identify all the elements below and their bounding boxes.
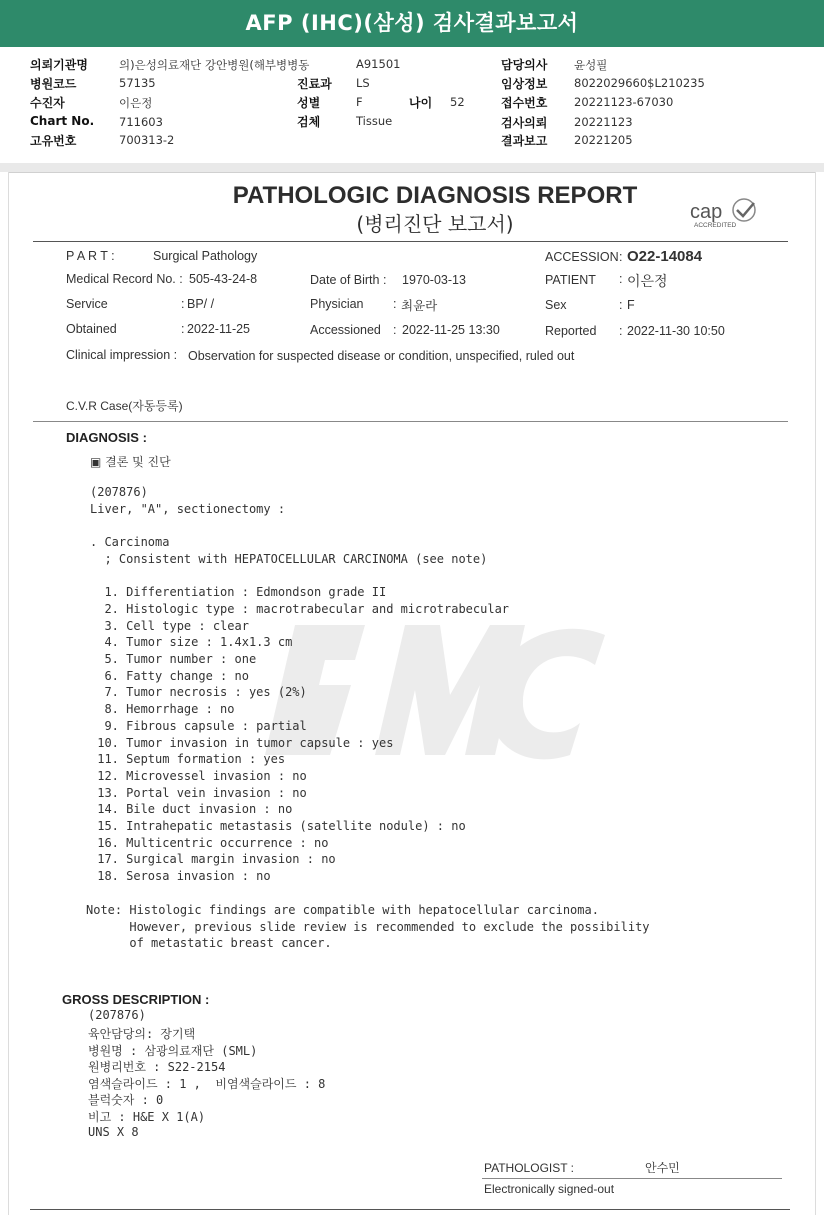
diagnosis-item: 14. Bile duct invasion : no <box>90 802 293 816</box>
section-divider <box>0 163 824 172</box>
receipt-value: 20221123-67030 <box>574 95 674 109</box>
patient-value: 이은정 <box>627 273 668 289</box>
cap-logo-text: cap <box>690 201 723 223</box>
diagnosis-item: 2. Histologic type : macrotrabecular and microtrabecular <box>90 602 510 616</box>
doctor-label: 담당의사 <box>501 58 548 72</box>
diagnosis-item: 13. Portal vein invasion : no <box>90 786 307 800</box>
dob-value: 1970-03-13 <box>402 273 466 287</box>
frame-left-line <box>8 172 9 1215</box>
chart-value: 711603 <box>119 115 163 129</box>
gross-line: (207876) <box>88 1008 146 1022</box>
frame-right-line <box>815 172 816 1215</box>
gross-line: UNS X 8 <box>88 1125 139 1139</box>
diagnosis-line: Liver, "A", sectionectomy : <box>90 502 286 516</box>
cap-logo-sub: ACCREDITED <box>694 222 737 229</box>
diagnosis-line: ; Consistent with HEPATOCELLULAR CARCINOMA (see note) <box>90 552 488 566</box>
gross-heading: GROSS DESCRIPTION : <box>62 992 210 1007</box>
chart-label: Chart No. <box>30 114 95 128</box>
unique-value: 700313-2 <box>119 133 175 147</box>
mrn-value: 505-43-24-8 <box>189 272 258 286</box>
diagnosis-item: 8. Hemorrhage : no <box>90 702 235 716</box>
diagnosis-item: 12. Microvessel invasion : no <box>90 769 307 783</box>
age-value: 52 <box>450 95 465 109</box>
clinical-info-value: 8022029660$L210235 <box>574 76 705 90</box>
clinical-impression-value: Observation for suspected disease or condition, unspecified, ruled out <box>188 349 575 363</box>
diagnosis-item: 3. Cell type : clear <box>90 619 249 633</box>
diagnosis-subheading: ▣ 결론 및 진단 <box>90 455 171 469</box>
diagnosis-note: However, previous slide review is recommended to exclude the possibility <box>86 920 650 934</box>
diagnosis-heading: DIAGNOSIS : <box>66 430 147 445</box>
signature-rule <box>482 1178 782 1179</box>
diagnosis-item: 9. Fibrous capsule : partial <box>90 719 307 733</box>
accessioned-label: Accessioned <box>310 323 381 337</box>
dept-label: 진료과 <box>297 77 332 91</box>
diagnosis-item: 17. Surgical margin invasion : no <box>90 852 336 866</box>
gross-line: 염색슬라이드 : 1 , 비염색슬라이드 : 8 <box>88 1077 326 1091</box>
doctor-value: 윤성필 <box>574 58 608 72</box>
frame-top-line <box>8 172 816 173</box>
pathologist-label: PATHOLOGIST : <box>484 1161 575 1175</box>
cap-accredited-logo <box>688 196 768 230</box>
hospital-code-value: 57135 <box>119 76 156 90</box>
diagnosis-item: 11. Septum formation : yes <box>90 752 286 766</box>
clinical-info-label: 임상정보 <box>501 77 548 91</box>
diagnosis-item: 1. Differentiation : Edmondson grade II <box>90 585 387 599</box>
gross-line: 육안담당의: 장기택 <box>88 1027 196 1041</box>
mrn-label: Medical Record No. : <box>66 272 183 286</box>
institution-code: A91501 <box>356 57 401 71</box>
diagnosis-note: Note: Histologic findings are compatible with hepatocellular carcinoma. <box>86 903 599 917</box>
report-title: PATHOLOGIC DIAGNOSIS REPORT <box>232 182 638 209</box>
report-subtitle: (병리진단 보고서) <box>356 212 514 236</box>
sex-value: F <box>356 95 363 109</box>
obtained-label: Obtained <box>66 322 117 336</box>
signed-out-text: Electronically signed-out <box>484 1182 615 1196</box>
unique-label: 고유번호 <box>30 134 77 148</box>
gross-line: 블럭숫자 : 0 <box>88 1093 164 1107</box>
diagnosis-item: 18. Serosa invasion : no <box>90 869 271 883</box>
service-label: Service <box>66 297 108 311</box>
diagnosis-note: of metastatic breast cancer. <box>86 936 332 950</box>
institution-value: 의)은성의료재단 강안병원(해부병병동 <box>119 58 310 72</box>
service-value: BP/ / <box>187 297 215 311</box>
accession-label: ACCESSION <box>545 250 619 264</box>
reported-label: Reported <box>545 324 597 338</box>
receipt-label: 접수번호 <box>501 96 548 110</box>
request-label: 검사의뢰 <box>501 116 548 130</box>
obtained-value: 2022-11-25 <box>187 322 251 336</box>
age-label: 나이 <box>409 96 433 110</box>
patient-value: 이은정 <box>119 96 153 110</box>
page-title: AFP (IHC)(삼성) 검사결과보고서 <box>245 11 579 35</box>
result-label: 결과보고 <box>501 134 548 148</box>
patient-label: PATIENT <box>545 273 596 287</box>
patient-label: 수진자 <box>30 96 65 110</box>
accessioned-value: 2022-11-25 13:30 <box>402 323 500 337</box>
diagnosis-rule <box>33 421 788 422</box>
hospital-code-label: 병원코드 <box>30 77 77 91</box>
request-value: 20221123 <box>574 115 633 129</box>
diagnosis-line: (207876) <box>90 485 148 499</box>
physician-label: Physician <box>310 297 364 311</box>
sex-value-report: F <box>627 298 635 312</box>
gross-line: 비고 : H&E X 1(A) <box>88 1110 206 1124</box>
diagnosis-item: 4. Tumor size : 1.4x1.3 cm <box>90 635 293 649</box>
diagnosis-line: . Carcinoma <box>90 535 170 549</box>
diagnosis-item: 10. Tumor invasion in tumor capsule : yes <box>90 736 394 750</box>
gross-line: 병원명 : 삼광의료재단 (SML) <box>88 1044 258 1058</box>
specimen-value: Tissue <box>356 114 393 128</box>
title-rule <box>33 241 788 242</box>
sex-label-report: Sex <box>545 298 567 312</box>
diagnosis-item: 5. Tumor number : one <box>90 652 257 666</box>
clinical-impression-label: Clinical impression : <box>66 348 178 362</box>
sex-label: 성별 <box>297 96 321 110</box>
reported-value: 2022-11-30 10:50 <box>627 324 725 338</box>
dept-value: LS <box>356 76 370 90</box>
bottom-rule <box>30 1209 790 1210</box>
result-value: 20221205 <box>574 133 633 147</box>
gross-line: 원병리번호 : S22-2154 <box>88 1060 226 1074</box>
accession-value: O22-14084 <box>627 248 703 265</box>
diagnosis-item: 15. Intrahepatic metastasis (satellite nodule) : no <box>90 819 466 833</box>
cvr-case: C.V.R Case(자동등록) <box>66 399 183 413</box>
diagnosis-item: 6. Fatty change : no <box>90 669 249 683</box>
dob-label: Date of Birth : <box>310 273 387 287</box>
pathologist-name: 안수민 <box>645 1161 680 1175</box>
diagnosis-item: 7. Tumor necrosis : yes (2%) <box>90 685 307 699</box>
part-value: Surgical Pathology <box>153 249 258 263</box>
institution-label: 의뢰기관명 <box>30 58 88 72</box>
specimen-label: 검체 <box>297 115 321 129</box>
physician-value: 최윤라 <box>401 299 438 313</box>
diagnosis-item: 16. Multicentric occurrence : no <box>90 836 329 850</box>
part-label: P A R T : <box>66 249 115 263</box>
